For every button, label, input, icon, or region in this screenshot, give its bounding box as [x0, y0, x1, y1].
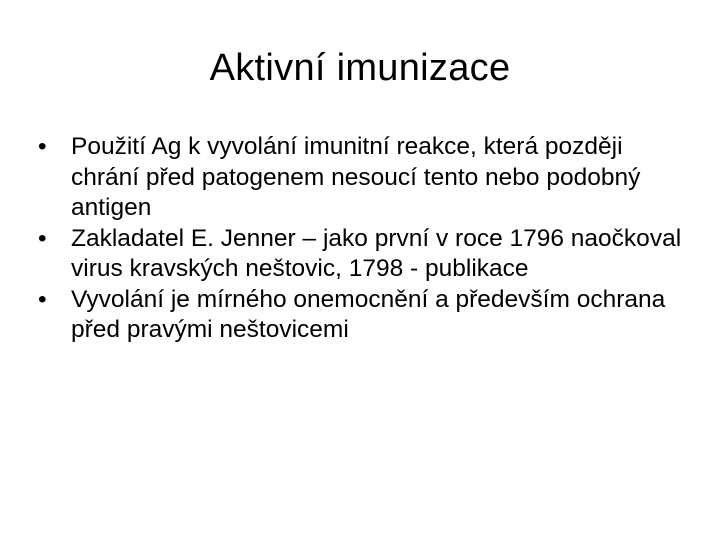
bullet-dot-icon: • [38, 133, 47, 160]
bullet-dot-icon: • [38, 285, 47, 313]
slide-title: Aktivní imunizace [209, 47, 511, 89]
bullet-item-2 [36, 224, 696, 285]
bullet-text-3: Vyvolání je mírného onemocnění a především ochrana před pravými neštovicemi [71, 285, 666, 343]
bullet-text-1: Použití Ag k vyvolání imunitní reakce, která později chrání před patogenem nesoucí tento nebo podobný antigen [71, 133, 641, 221]
bullet-text-2: Zakladatel E. Jenner – jako první v roce 1796 naočkoval virus kravských neštovic, 1798 - publikace [71, 224, 682, 282]
bullet-item-1 [36, 132, 696, 224]
bullet-list [36, 132, 696, 346]
bullet-dot-icon: • [38, 224, 47, 252]
bullet-item-3 [36, 285, 696, 346]
